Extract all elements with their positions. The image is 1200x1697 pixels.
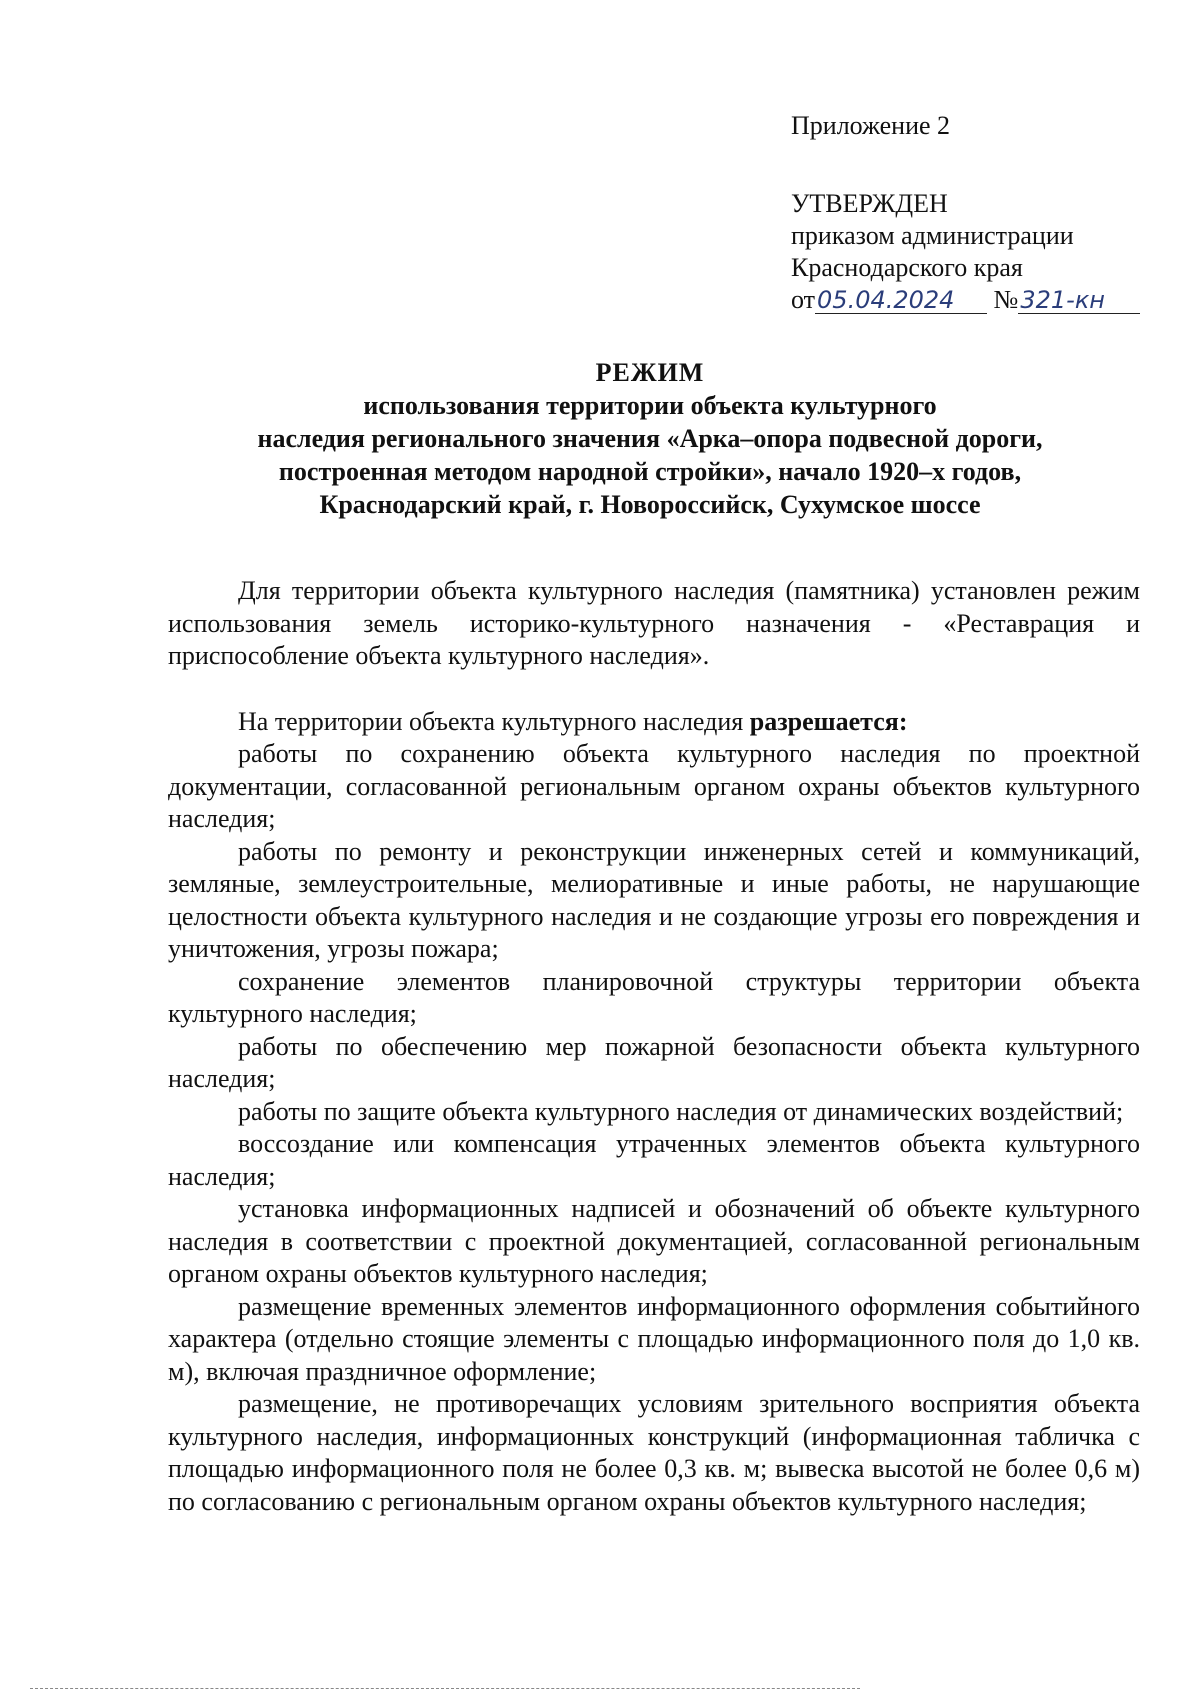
heading-line: использования территории объекта культурного	[363, 391, 937, 420]
allowed-lead-text: На территории объекта культурного наследия	[238, 706, 750, 736]
handwritten-date: 05.04.2024	[815, 287, 987, 314]
approval-block	[791, 110, 1140, 316]
allowed-item: сохранение элементов планировочной структуры территории объекта культурного наследия;	[168, 966, 1140, 1028]
intro-paragraph: Для территории объекта культурного наследия (памятника) установлен режим использования земель историко-культурного назначения - «Реставрация и приспособление объекта культурного наследия».	[168, 576, 1140, 670]
handwritten-order-number: 321-кн	[1018, 287, 1140, 314]
number-label: №	[993, 285, 1019, 314]
from-label: от	[791, 285, 816, 314]
allowed-item: размещение, не противоречащих условиям зрительного восприятия объекта культурного наследия, информационных конструкций (информационная табличка с площадью информационного поля не более 0,3 кв. м; вывеска высотой не более 0,6 м) по согласованию с региональным органом охраны объектов культурного наследия;	[168, 1389, 1140, 1516]
allowed-lead	[168, 706, 1140, 739]
allowed-item: работы по сохранению объекта культурного наследия по проектной документации, согласованной региональным органом охраны объектов культурного наследия;	[168, 739, 1140, 833]
allowed-item: работы по защите объекта культурного наследия от динамических воздействий;	[238, 1096, 1124, 1126]
allowed-lead-bold: разрешается:	[749, 706, 908, 736]
approved-label: УТВЕРЖДЕН	[791, 189, 948, 218]
allowed-item: установка информационных надписей и обозначений об объекте культурного наследия в соответствии с проектной документацией, согласованной региональным органом охраны объектов культурного наследия;	[168, 1194, 1140, 1288]
allowed-item: размещение временных элементов информационного оформления событийного характера (отдельно стоящие элементы с площадью информационного поля до 1,0 кв. м), включая праздничное оформление;	[168, 1291, 1140, 1386]
allowed-item: работы по ремонту и реконструкции инженерных сетей и коммуникаций, земляные, землеустроительные, мелиоративные и иные работы, не нарушающие целостности объекта культурного наследия и не создающие угрозы его повреждения и уничтожения, угрозы пожара;	[168, 836, 1140, 963]
heading-line: построенная методом народной стройки», начало 1920–х годов,	[278, 457, 1022, 486]
allowed-item: воссоздание или компенсация утраченных элементов объекта культурного наследия;	[168, 1129, 1140, 1191]
heading-title: РЕЖИМ	[595, 358, 705, 387]
document-body	[168, 575, 1140, 1518]
order-date-number-line	[791, 284, 1140, 316]
document-heading	[160, 356, 1140, 521]
approved-by-order: приказом администрации	[791, 221, 1074, 250]
scan-edge-line	[30, 1688, 860, 1689]
heading-line: наследия регионального значения «Арка–опора подвесной дороги,	[257, 424, 1043, 453]
heading-line: Краснодарский край, г. Новороссийск, Сухумское шоссе	[319, 490, 981, 519]
approved-region: Краснодарского края	[791, 253, 1023, 282]
allowed-item: работы по обеспечению мер пожарной безопасности объекта культурного наследия;	[168, 1031, 1140, 1093]
annex-label: Приложение 2	[791, 111, 951, 140]
